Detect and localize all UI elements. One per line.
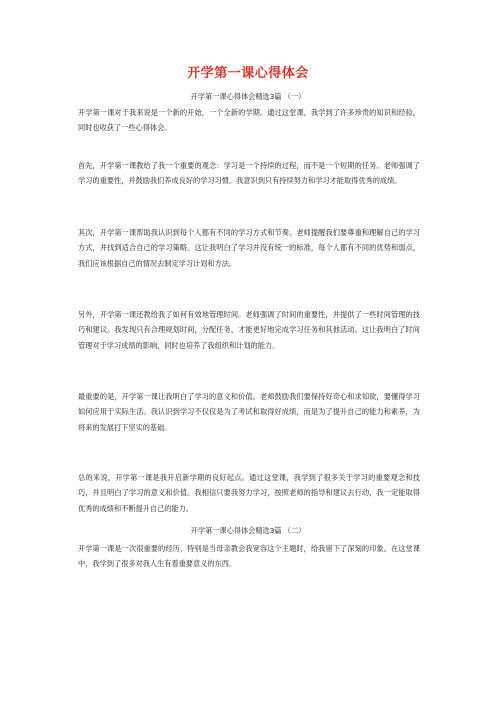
paragraph-1: 开学第一课对于我来说是一个新的开始，一个全新的学期。通过这堂课，我学到了许多珍贵的知识和经验，同时也收获了一些心得体会。 bbox=[78, 108, 420, 133]
paragraph-3: 其次，开学第一课帮助我认识到每个人都有不同的学习方式和节奏。老师提醒我们要尊重和理解自己的学习方式，并找到适合自己的学习策略。这让我明白了学习并没有统一的标准，每个人都有不同的优势和弱点，我们应该根据自己的情况去制定学习计划和方法。 bbox=[78, 228, 420, 268]
paragraph-4: 另外，开学第一课还教给我了如何有效地管理时间。老师强调了时间的重要性，并提供了一些时间管理的技巧和建议。我发现只有合理规划时间，分配任务，才能更好地完成学习任务和其他活动。这让我明白了时间管理对于学习成绩的影响，同时也培养了我组织和计划的能力。 bbox=[78, 310, 420, 350]
paragraph-5: 最重要的是，开学第一课让我明白了学习的意义和价值。老师鼓励我们要保持好奇心和求知欲，要懂得学习如何应用于实际生活。我认识到学习不仅仅是为了考试和取得好成绩，而是为了提升自己的能力和素养，为将来的发展打下坚实的基础。 bbox=[78, 392, 420, 432]
paragraph-2: 首先，开学第一课教给了我一个重要的观念：学习是一个持续的过程，而不是一个短期的任务。老师强调了学习的重要性，并鼓励我们养成良好的学习习惯。我意识到只有持续努力和学习才能取得优秀的成绩。 bbox=[78, 161, 420, 186]
section-heading-1: 开学第一课心得体会精选3篇 （一） bbox=[190, 92, 306, 101]
paragraph-6: 总的来说，开学第一课是我开启新学期的良好起点。通过这堂课，我学到了很多关于学习的重要观念和技巧，并且明白了学习的意义和价值。我相信只要我努力学习，按照老师的指导和建议去行动，我一定能取得优秀的成绩和不断提升自己的能力。 bbox=[78, 473, 420, 513]
paragraph-7: 开学第一课是一次很重要的经历，特别是当母亲教会我宽容这个主题时，给我留下了深刻的印象。在这堂课中，我学到了很多对我人生有着重要意义的东西。 bbox=[78, 544, 420, 569]
section-heading-2: 开学第一课心得体会精选3篇 （二） bbox=[190, 526, 306, 535]
document-title: 开学第一课心得体会 bbox=[187, 66, 309, 81]
